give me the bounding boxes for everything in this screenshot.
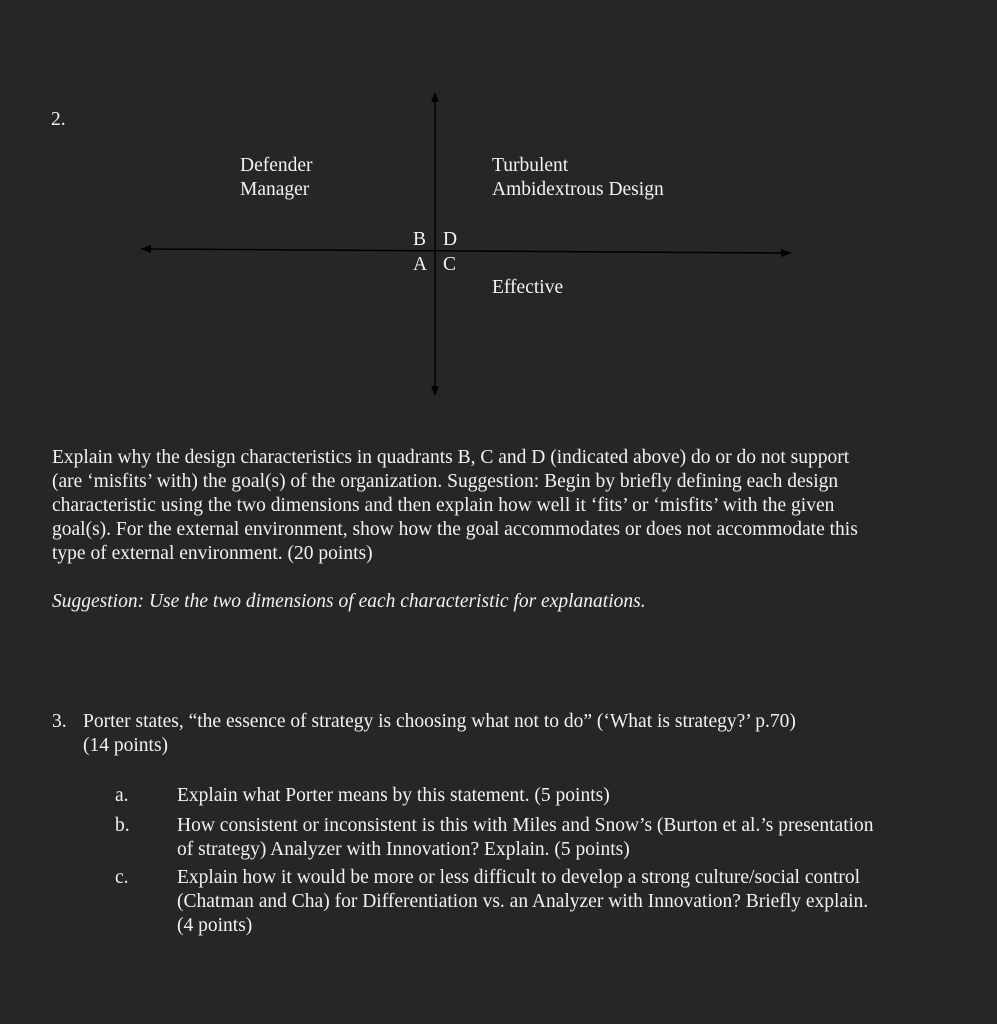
ambidextrous-design-label: Ambidextrous Design: [492, 179, 664, 200]
item-a-text: [177, 784, 610, 808]
item-c-letter: c.: [115, 867, 129, 888]
arrow-down-icon: [431, 386, 439, 396]
prompt-line: goal(s). For the external environment, show how the goal accommodates or does not accommodate this: [52, 519, 858, 540]
item-c-text: [177, 866, 868, 938]
question-2-suggestion: Suggestion: Use the two dimensions of each characteristic for explanations.: [52, 591, 646, 612]
manager-label: Manager: [240, 179, 310, 200]
item-b-letter: b.: [115, 815, 130, 836]
effective-label: Effective: [492, 277, 564, 298]
quadrant-diagram-axes: [0, 0, 997, 420]
prompt-line: type of external environment. (20 points): [52, 543, 373, 564]
question-2-number: 2.: [51, 109, 66, 130]
stem-line: (14 points): [83, 735, 169, 756]
item-line: (4 points): [177, 915, 253, 936]
question-3-stem: [83, 710, 796, 758]
item-a-letter: a.: [115, 785, 129, 806]
question-2-prompt: [52, 446, 858, 566]
arrow-up-icon: [431, 92, 439, 102]
item-line: Explain what Porter means by this statement. (5 points): [177, 785, 610, 806]
item-line: of strategy) Analyzer with Innovation? Explain. (5 points): [177, 839, 630, 860]
prompt-line: Explain why the design characteristics in quadrants B, C and D (indicated above) do or do not support: [52, 447, 850, 468]
turbulent-label: Turbulent: [492, 155, 569, 176]
defender-label: Defender: [240, 155, 313, 176]
quadrant-a-label: A: [413, 254, 428, 275]
prompt-line: characteristic using the two dimensions and then explain how well it ‘fits’ or ‘misfits’ with the given: [52, 495, 835, 516]
item-line: How consistent or inconsistent is this with Miles and Snow’s (Burton et al.’s presentation: [177, 815, 874, 836]
quadrant-b-label: B: [413, 229, 427, 250]
item-line: (Chatman and Cha) for Differentiation vs. an Analyzer with Innovation? Briefly explain.: [177, 891, 869, 912]
quadrant-d-label: D: [443, 229, 458, 250]
stem-line: Porter states, “the essence of strategy is choosing what not to do” (‘What is strategy?’ p.70): [83, 711, 796, 732]
question-3-number: 3.: [52, 711, 67, 732]
item-line: Explain how it would be more or less difficult to develop a strong culture/social control: [177, 867, 861, 888]
item-b-text: [177, 814, 874, 862]
quadrant-c-label: C: [443, 254, 457, 275]
arrow-left-icon: [140, 245, 151, 253]
arrow-right-icon: [781, 249, 792, 257]
prompt-line: (are ‘misfits’ with) the goal(s) of the organization. Suggestion: Begin by briefly defining each design: [52, 471, 839, 492]
